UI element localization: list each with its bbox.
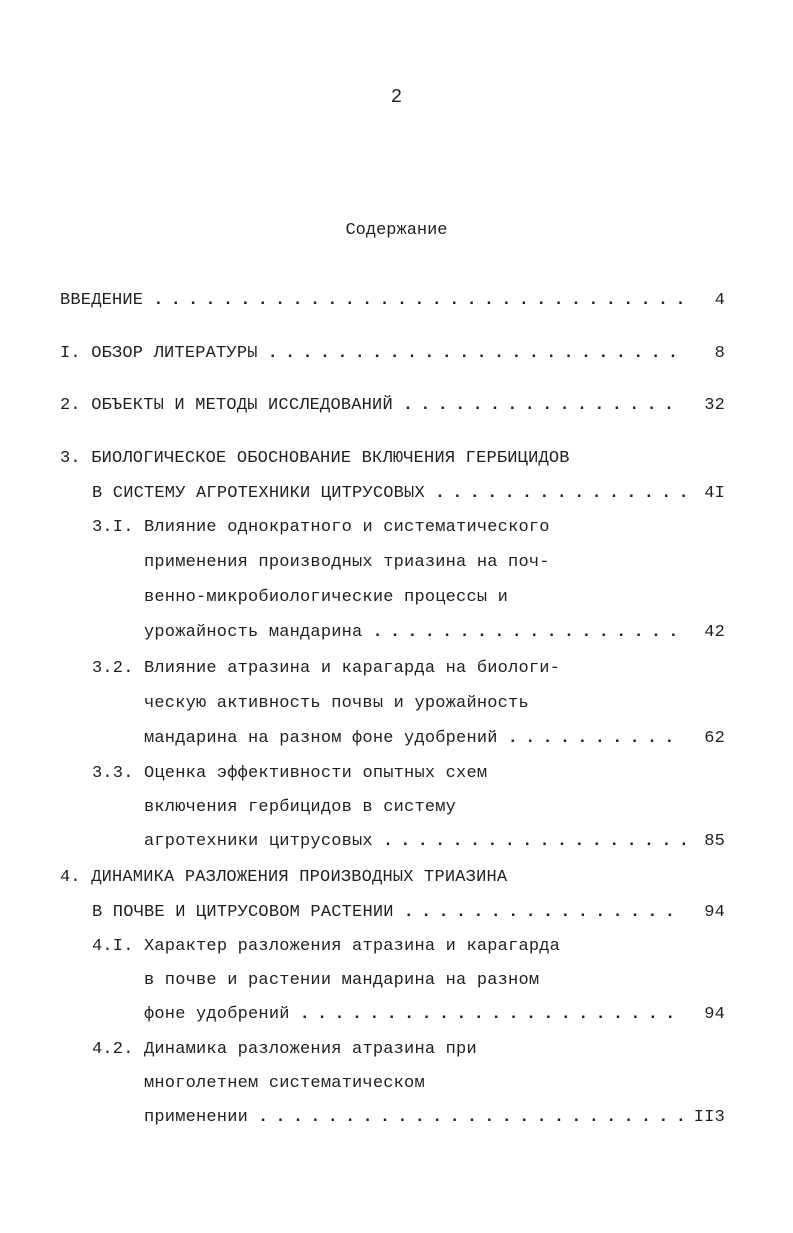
dot-leader bbox=[268, 341, 685, 367]
dot-leader bbox=[404, 900, 685, 926]
toc-page-ref: 8 bbox=[714, 344, 725, 363]
toc-entry-section-3-3[interactable] bbox=[144, 829, 725, 855]
toc-entry-section-3-3-line-2: включения гербицидов в систему bbox=[144, 798, 457, 817]
toc-entry-text: В ПОЧВЕ И ЦИТРУСОВОМ РАСТЕНИИ bbox=[92, 903, 394, 922]
toc-entry-section-3-2-line-1: 3.2. Влияние атразина и карагарда на биологи- bbox=[92, 659, 561, 678]
toc-entry-text: мандарина на разном фоне удобрений bbox=[144, 729, 498, 748]
toc-entry-section-4-2-line-1: 4.2. Динамика разложения атразина при bbox=[92, 1040, 477, 1059]
toc-entry-intro[interactable] bbox=[60, 288, 725, 314]
toc-page-ref: 4I bbox=[704, 484, 725, 503]
toc-entry-section-3-3-line-1: 3.3. Оценка эффективности опытных схем bbox=[92, 764, 488, 783]
toc-entry-chapter-4-line-1: 4. ДИНАМИКА РАЗЛОЖЕНИЯ ПРОИЗВОДНЫХ ТРИАЗИНА bbox=[60, 868, 508, 887]
toc-entry-text: 2. ОБЪЕКТЫ И МЕТОДЫ ИССЛЕДОВАНИЙ bbox=[60, 396, 393, 415]
toc-entry-text: ВВЕДЕНИЕ bbox=[60, 291, 144, 310]
page-number: 2 bbox=[390, 86, 403, 108]
toc-entry-chapter-4[interactable] bbox=[92, 900, 725, 926]
toc-page-ref: 94 bbox=[704, 1005, 725, 1024]
toc-page-ref: 4 bbox=[714, 291, 725, 310]
toc-page-ref: 85 bbox=[704, 832, 725, 851]
toc-entry-chapter-3[interactable] bbox=[92, 481, 725, 507]
toc-entry-section-3-2-line-2: ческую активность почвы и урожайность bbox=[144, 694, 529, 713]
toc-entry-section-4-1[interactable] bbox=[144, 1002, 725, 1028]
toc-entry-text: фоне удобрений bbox=[144, 1005, 290, 1024]
toc-entry-section-3-1-line-3: венно-микробиологические процессы и bbox=[144, 588, 509, 607]
dot-leader bbox=[153, 288, 685, 314]
toc-entry-section-3-2[interactable] bbox=[144, 726, 725, 752]
toc-page-ref: 62 bbox=[704, 729, 725, 748]
toc-entry-section-3-1-line-2: применения производных триазина на поч- bbox=[144, 553, 550, 572]
dot-leader bbox=[508, 726, 685, 752]
toc-entry-chapter-1[interactable] bbox=[60, 341, 725, 367]
toc-page-ref: II3 bbox=[693, 1108, 725, 1127]
dot-leader bbox=[300, 1002, 685, 1028]
toc-page-ref: 32 bbox=[704, 396, 725, 415]
dot-leader bbox=[435, 481, 685, 507]
toc-entry-chapter-2[interactable] bbox=[60, 393, 725, 419]
toc-title: Содержание bbox=[345, 221, 448, 240]
dot-leader bbox=[403, 393, 685, 419]
toc-page-ref: 42 bbox=[704, 623, 725, 642]
toc-entry-section-4-2[interactable] bbox=[144, 1105, 725, 1131]
toc-entry-text: агротехники цитрусовых bbox=[144, 832, 373, 851]
toc-page-ref: 94 bbox=[704, 903, 725, 922]
toc-entry-section-4-1-line-1: 4.I. Характер разложения атразина и карагарда bbox=[92, 937, 561, 956]
toc-entry-chapter-3-line-1: 3. БИОЛОГИЧЕСКОЕ ОБОСНОВАНИЕ ВКЛЮЧЕНИЯ ГЕРБИЦИДОВ bbox=[60, 449, 570, 468]
toc-entry-text: I. ОБЗОР ЛИТЕРАТУРЫ bbox=[60, 344, 258, 363]
toc-entry-section-3-1-line-1: 3.I. Влияние однократного и систематического bbox=[92, 518, 550, 537]
dot-leader bbox=[372, 620, 685, 646]
toc-entry-section-3-1[interactable] bbox=[144, 620, 725, 646]
dot-leader bbox=[258, 1105, 685, 1131]
toc-entry-text: применении bbox=[144, 1108, 249, 1127]
toc-entry-text: В СИСТЕМУ АГРОТЕХНИКИ ЦИТРУСОВЫХ bbox=[92, 484, 425, 503]
toc-entry-section-4-1-line-2: в почве и растении мандарина на разном bbox=[144, 971, 540, 990]
toc-entry-text: урожайность мандарина bbox=[144, 623, 363, 642]
toc-entry-section-4-2-line-2: многолетнем систематическом bbox=[144, 1074, 425, 1093]
dot-leader bbox=[383, 829, 685, 855]
